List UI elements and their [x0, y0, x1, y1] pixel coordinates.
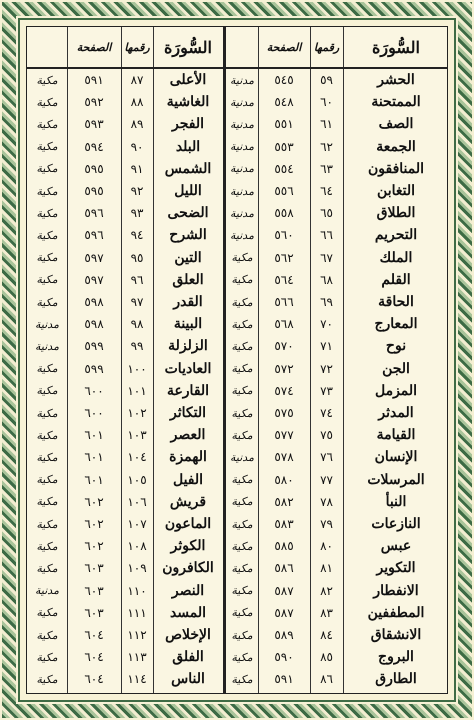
surah-type-cell: مكية [231, 406, 253, 420]
surah-number-cell: ١٠٣ [127, 428, 147, 443]
table-row [27, 136, 447, 158]
header-number: رقمها [313, 40, 340, 54]
surah-page-cell: ٦٠٤ [84, 628, 104, 643]
surah-type-cell: مكية [231, 273, 253, 287]
surah-type-cell: مكية [36, 406, 58, 420]
surah-number-cell: ٩١ [130, 161, 144, 176]
surah-type-cell: مكية [36, 450, 58, 464]
surah-type-cell: مكية [231, 473, 253, 487]
surah-page-cell: ٥٩٦ [84, 228, 104, 243]
surah-type-cell: مدنية [35, 339, 59, 353]
surah-page-cell: ٥٨٦ [274, 561, 294, 576]
surah-type-cell: مكية [36, 273, 58, 287]
table-row [27, 469, 447, 491]
surah-name-cell: الملك [379, 249, 413, 266]
surah-type-cell: مكية [36, 517, 58, 531]
surah-type-cell: مكية [36, 95, 58, 109]
surah-name-cell: العاديات [164, 360, 212, 377]
surah-name-cell: القلم [381, 271, 411, 288]
surah-page-cell: ٥٩٧ [84, 272, 104, 287]
surah-page-cell: ٥٨٧ [274, 583, 294, 598]
surah-page-cell: ٥٩٨ [84, 295, 104, 310]
table-row [27, 291, 447, 313]
surah-number-cell: ٩٤ [130, 228, 144, 243]
surah-type-cell: مكية [231, 606, 253, 620]
surah-number-cell: ٦١ [320, 117, 333, 132]
surah-number-cell: ٥٩ [320, 73, 333, 88]
surah-name-cell: البروج [378, 649, 414, 666]
surah-page-cell: ٥٩٠ [274, 650, 294, 665]
surah-number-cell: ٧٥ [320, 428, 333, 443]
header-number: رقمها [124, 40, 150, 54]
surah-type-cell: مكية [36, 162, 58, 176]
surah-type-cell: مدنية [230, 95, 254, 109]
surah-page-cell: ٥٦٠ [274, 228, 294, 243]
surah-number-cell: ١٠٦ [127, 494, 147, 509]
surah-type-cell: مكية [36, 140, 58, 154]
surah-name-cell: العصر [170, 427, 206, 444]
surah-number-cell: ٨٣ [320, 605, 333, 620]
surah-type-cell: مكية [231, 672, 253, 686]
surah-type-cell: مكية [36, 606, 58, 620]
surah-name-cell: الشمس [164, 160, 212, 177]
header-surah: السُّورَة [372, 37, 420, 57]
surah-name-cell: الماعون [164, 516, 212, 533]
surah-type-cell: مدنية [35, 584, 59, 598]
table-row [27, 602, 447, 624]
surah-page-cell: ٥٨٢ [274, 494, 294, 509]
surah-name-cell: التكاثر [170, 405, 206, 422]
surah-page-cell: ٥٦٨ [274, 317, 294, 332]
surah-page-cell: ٥٧٢ [274, 361, 294, 376]
table-row [27, 247, 447, 269]
surah-page-cell: ٥٦٢ [274, 250, 294, 265]
surah-type-cell: مدنية [230, 184, 254, 198]
table-row [27, 424, 447, 446]
surah-type-cell: مكية [36, 251, 58, 265]
surah-name-cell: الأعلى [169, 72, 207, 89]
surah-type-cell: مكية [231, 517, 253, 531]
surah-page-cell: ٦٠٤ [84, 650, 104, 665]
surah-type-cell: مكية [36, 206, 58, 220]
surah-number-cell: ٨٠ [320, 539, 333, 554]
surah-page-cell: ٥٨٥ [274, 539, 294, 554]
table-row [27, 624, 447, 646]
surah-number-cell: ٩٠ [130, 139, 144, 154]
surah-type-cell: مكية [36, 295, 58, 309]
surah-name-cell: المرسلات [367, 471, 425, 488]
surah-number-cell: ١٠٠ [127, 361, 147, 376]
surah-name-cell: الإخلاص [165, 627, 211, 644]
surah-type-cell: مدنية [230, 228, 254, 242]
surah-page-cell: ٥٨٩ [274, 628, 294, 643]
surah-number-cell: ١١١ [127, 605, 147, 620]
surah-number-cell: ٨٥ [320, 650, 333, 665]
surah-number-cell: ٩٢ [130, 184, 144, 199]
surah-name-cell: الطلاق [376, 205, 416, 222]
table-row [27, 580, 447, 602]
surah-page-cell: ٥٩٥ [84, 161, 104, 176]
surah-name-cell: التحريم [374, 227, 418, 244]
surah-type-cell: مدنية [230, 73, 254, 87]
surah-type-cell: مكية [231, 628, 253, 642]
surah-name-cell: التغابن [377, 183, 415, 200]
surah-type-cell: مكية [231, 339, 253, 353]
table-row [27, 380, 447, 402]
surah-page-cell: ٥٨٠ [274, 472, 294, 487]
surah-page-cell: ٦٠٣ [84, 605, 104, 620]
surah-number-cell: ٩٨ [130, 317, 144, 332]
surah-page-cell: ٦٠٢ [84, 494, 104, 509]
surah-type-cell: مدنية [230, 206, 254, 220]
table-row [27, 513, 447, 535]
surah-name-cell: التين [174, 249, 202, 266]
surah-number-cell: ٦٢ [320, 139, 333, 154]
surah-name-cell: الكافرون [162, 560, 214, 577]
surah-page-cell: ٦٠٠ [84, 406, 104, 421]
surah-name-cell: الزلزلة [168, 338, 208, 355]
surah-number-cell: ٦٨ [320, 272, 333, 287]
table-row [27, 668, 447, 690]
surah-name-cell: البينة [173, 316, 203, 333]
surah-type-cell: مكية [231, 384, 253, 398]
surah-type-cell: مكية [231, 295, 253, 309]
surah-number-cell: ٧٧ [320, 472, 333, 487]
surah-page-cell: ٥٩٨ [84, 317, 104, 332]
table-row [27, 335, 447, 357]
surah-page-cell: ٥٤٥ [274, 73, 294, 88]
header-surah: السُّورَة [164, 37, 212, 57]
surah-number-cell: ٧٢ [320, 361, 333, 376]
surah-name-cell: المعارج [374, 316, 418, 333]
surah-name-cell: الجن [382, 360, 410, 377]
surah-number-cell: ١٠٢ [127, 406, 147, 421]
surah-name-cell: الهمزة [169, 449, 207, 466]
surah-number-cell: ٨٤ [320, 628, 333, 643]
surah-type-cell: مدنية [230, 140, 254, 154]
surah-name-cell: الفجر [172, 116, 204, 133]
surah-name-cell: الفيل [172, 471, 204, 488]
surah-type-cell: مكية [36, 628, 58, 642]
surah-type-cell: مكية [36, 650, 58, 664]
surah-page-cell: ٦٠٢ [84, 517, 104, 532]
surah-page-cell: ٥٩١ [274, 672, 294, 687]
surah-page-cell: ٥٦٤ [274, 272, 294, 287]
surah-type-cell: مدنية [230, 117, 254, 131]
surah-number-cell: ٩٦ [130, 272, 144, 287]
surah-type-cell: مكية [231, 428, 253, 442]
surah-page-cell: ٥٧٧ [274, 428, 294, 443]
surah-page-cell: ٥٨٣ [274, 517, 294, 532]
surah-number-cell: ٧٠ [320, 317, 333, 332]
surah-page-cell: ٥٩٩ [84, 361, 104, 376]
surah-number-cell: ٩٣ [130, 206, 144, 221]
surah-name-cell: المنافقون [367, 160, 425, 177]
table-row [27, 180, 447, 202]
surah-name-cell: القارعة [166, 382, 210, 399]
surah-type-cell: مدنية [35, 317, 59, 331]
surah-name-cell: القدر [173, 294, 203, 311]
surah-page-cell: ٥٩٩ [84, 339, 104, 354]
table-row [27, 269, 447, 291]
surah-page-cell: ٦٠٣ [84, 561, 104, 576]
surah-number-cell: ١١٤ [127, 672, 147, 687]
surah-type-cell: مكية [36, 228, 58, 242]
surah-page-cell: ٥٥٤ [274, 161, 294, 176]
surah-number-cell: ٨٢ [320, 583, 333, 598]
surah-type-cell: مكية [231, 495, 253, 509]
surah-name-cell: النصر [171, 582, 205, 599]
header-page: الصفحة [76, 40, 112, 54]
surah-number-cell: ٧٤ [320, 406, 333, 421]
table-row [27, 446, 447, 468]
surah-number-cell: ١٠٥ [127, 472, 147, 487]
surah-name-cell: الانفطار [373, 582, 419, 599]
surah-page-cell: ٥٩٢ [84, 95, 104, 110]
surah-type-cell: مكية [36, 672, 58, 686]
surah-number-cell: ١٠٧ [127, 517, 147, 532]
surah-number-cell: ٨٩ [130, 117, 144, 132]
surah-number-cell: ١٠١ [127, 383, 147, 398]
surah-page-cell: ٥٩٣ [84, 117, 104, 132]
surah-number-cell: ٦٥ [320, 206, 333, 221]
surah-name-cell: الإنسان [374, 449, 418, 466]
surah-name-cell: الليل [174, 183, 202, 200]
surah-type-cell: مكية [36, 561, 58, 575]
surah-page-cell: ٥٥١ [274, 117, 294, 132]
surah-number-cell: ٦٦ [320, 228, 333, 243]
surah-name-cell: الممتحنة [371, 94, 421, 111]
surah-type-cell: مكية [231, 362, 253, 376]
surah-page-cell: ٦٠٢ [84, 539, 104, 554]
surah-page-cell: ٥٨٧ [274, 605, 294, 620]
surah-number-cell: ٧٩ [320, 517, 333, 532]
surah-name-cell: النبأ [385, 493, 407, 510]
surah-number-cell: ٨٦ [320, 672, 333, 687]
surah-type-cell: مكية [231, 539, 253, 553]
surah-name-cell: الطارق [375, 671, 417, 688]
header-page: الصفحة [266, 40, 302, 54]
surah-number-cell: ٩٩ [130, 339, 144, 354]
surah-page-cell: ٦٠١ [84, 472, 104, 487]
surah-page-cell: ٦٠٠ [84, 383, 104, 398]
surah-type-cell: مكية [36, 539, 58, 553]
surah-page-cell: ٥٩٧ [84, 250, 104, 265]
surah-type-cell: مكية [36, 384, 58, 398]
surah-type-cell: مكية [36, 362, 58, 376]
surah-page-cell: ٥٧٨ [274, 450, 294, 465]
surah-page-cell: ٥٩٦ [84, 206, 104, 221]
surah-page-cell: ٦٠١ [84, 450, 104, 465]
surah-name-cell: قريش [169, 493, 207, 510]
table-row [27, 535, 447, 557]
surah-type-cell: مكية [231, 650, 253, 664]
surah-type-cell: مكية [36, 117, 58, 131]
surah-number-cell: ١٠٨ [127, 539, 147, 554]
table-row [27, 113, 447, 135]
surah-type-cell: مكية [36, 495, 58, 509]
table-row [27, 402, 447, 424]
surah-type-cell: مكية [231, 317, 253, 331]
surah-page-cell: ٥٩٥ [84, 184, 104, 199]
table-row [27, 202, 447, 224]
surah-number-cell: ٦٩ [320, 295, 333, 310]
surah-number-cell: ١١٢ [127, 628, 147, 643]
surah-number-cell: ٧١ [320, 339, 333, 354]
surah-number-cell: ٦٠ [320, 95, 333, 110]
surah-page-cell: ٦٠٤ [84, 672, 104, 687]
surah-name-cell: المدثر [378, 405, 414, 422]
surah-page-cell: ٥٦٦ [274, 295, 294, 310]
surah-number-cell: ٨٧ [130, 73, 144, 88]
table-row [27, 646, 447, 668]
table-row [27, 69, 447, 91]
surah-page-cell: ٥٧٥ [274, 406, 294, 421]
surah-name-cell: عبس [380, 538, 412, 555]
table-row [27, 491, 447, 513]
surah-page-cell: ٥٩١ [84, 73, 104, 88]
surah-page-cell: ٥٤٨ [274, 95, 294, 110]
surah-name-cell: البلد [175, 138, 201, 155]
surah-name-cell: الانشقاق [370, 627, 422, 644]
surah-name-cell: المزمل [374, 382, 418, 399]
surah-number-cell: ٩٧ [130, 295, 144, 310]
surah-name-cell: الحاقة [378, 294, 414, 311]
surah-type-cell: مكية [231, 561, 253, 575]
surah-name-cell: نوح [385, 338, 407, 355]
surah-name-cell: المطففين [367, 604, 425, 621]
surah-name-cell: الناس [171, 671, 205, 688]
surah-number-cell: ٦٧ [320, 250, 333, 265]
surah-page-cell: ٥٧٠ [274, 339, 294, 354]
surah-page-cell: ٥٥٨ [274, 206, 294, 221]
surah-name-cell: الجمعة [376, 138, 416, 155]
table-row [27, 358, 447, 380]
surah-number-cell: ٧٣ [320, 383, 333, 398]
surah-type-cell: مكية [36, 428, 58, 442]
surah-name-cell: الفلق [172, 649, 204, 666]
surah-name-cell: العلق [172, 271, 204, 288]
surah-number-cell: ١١٠ [127, 583, 147, 598]
surah-type-cell: مكية [36, 73, 58, 87]
surah-type-cell: مكية [36, 473, 58, 487]
table-row [27, 224, 447, 246]
surah-type-cell: مكية [231, 251, 253, 265]
surah-type-cell: مكية [231, 584, 253, 598]
surah-type-cell: مدنية [230, 450, 254, 464]
surah-name-cell: الصف [378, 116, 414, 133]
surah-page-cell: ٥٧٤ [274, 383, 294, 398]
surah-page-cell: ٥٥٣ [274, 139, 294, 154]
surah-number-cell: ٦٤ [320, 184, 333, 199]
surah-number-cell: ٧٦ [320, 450, 333, 465]
surah-page-cell: ٥٥٦ [274, 184, 294, 199]
surah-number-cell: ٦٣ [320, 161, 333, 176]
surah-page-cell: ٥٩٤ [84, 139, 104, 154]
table-row [27, 557, 447, 579]
surah-number-cell: ٨١ [320, 561, 333, 576]
surah-number-cell: ٩٥ [130, 250, 144, 265]
surah-type-cell: مدنية [230, 162, 254, 176]
surah-name-cell: الغاشية [166, 94, 210, 111]
surah-name-cell: الشرح [169, 227, 207, 244]
table-row [27, 91, 447, 113]
surah-name-cell: الضحى [167, 205, 209, 222]
surah-index-table [26, 26, 448, 694]
surah-name-cell: النازعات [371, 516, 421, 533]
surah-number-cell: ١٠٩ [127, 561, 147, 576]
surah-number-cell: ٧٨ [320, 494, 333, 509]
surah-name-cell: الكوثر [170, 538, 206, 555]
surah-page-cell: ٦٠١ [84, 428, 104, 443]
surah-page-cell: ٦٠٣ [84, 583, 104, 598]
surah-type-cell: مكية [36, 184, 58, 198]
surah-name-cell: المسد [169, 604, 207, 621]
surah-name-cell: القيامة [376, 427, 416, 444]
surah-name-cell: الحشر [377, 72, 415, 89]
surah-number-cell: ١١٣ [127, 650, 147, 665]
surah-name-cell: التكوير [376, 560, 416, 577]
table-row [27, 158, 447, 180]
table-row [27, 313, 447, 335]
surah-number-cell: ٨٨ [130, 95, 144, 110]
surah-number-cell: ١٠٤ [127, 450, 147, 465]
